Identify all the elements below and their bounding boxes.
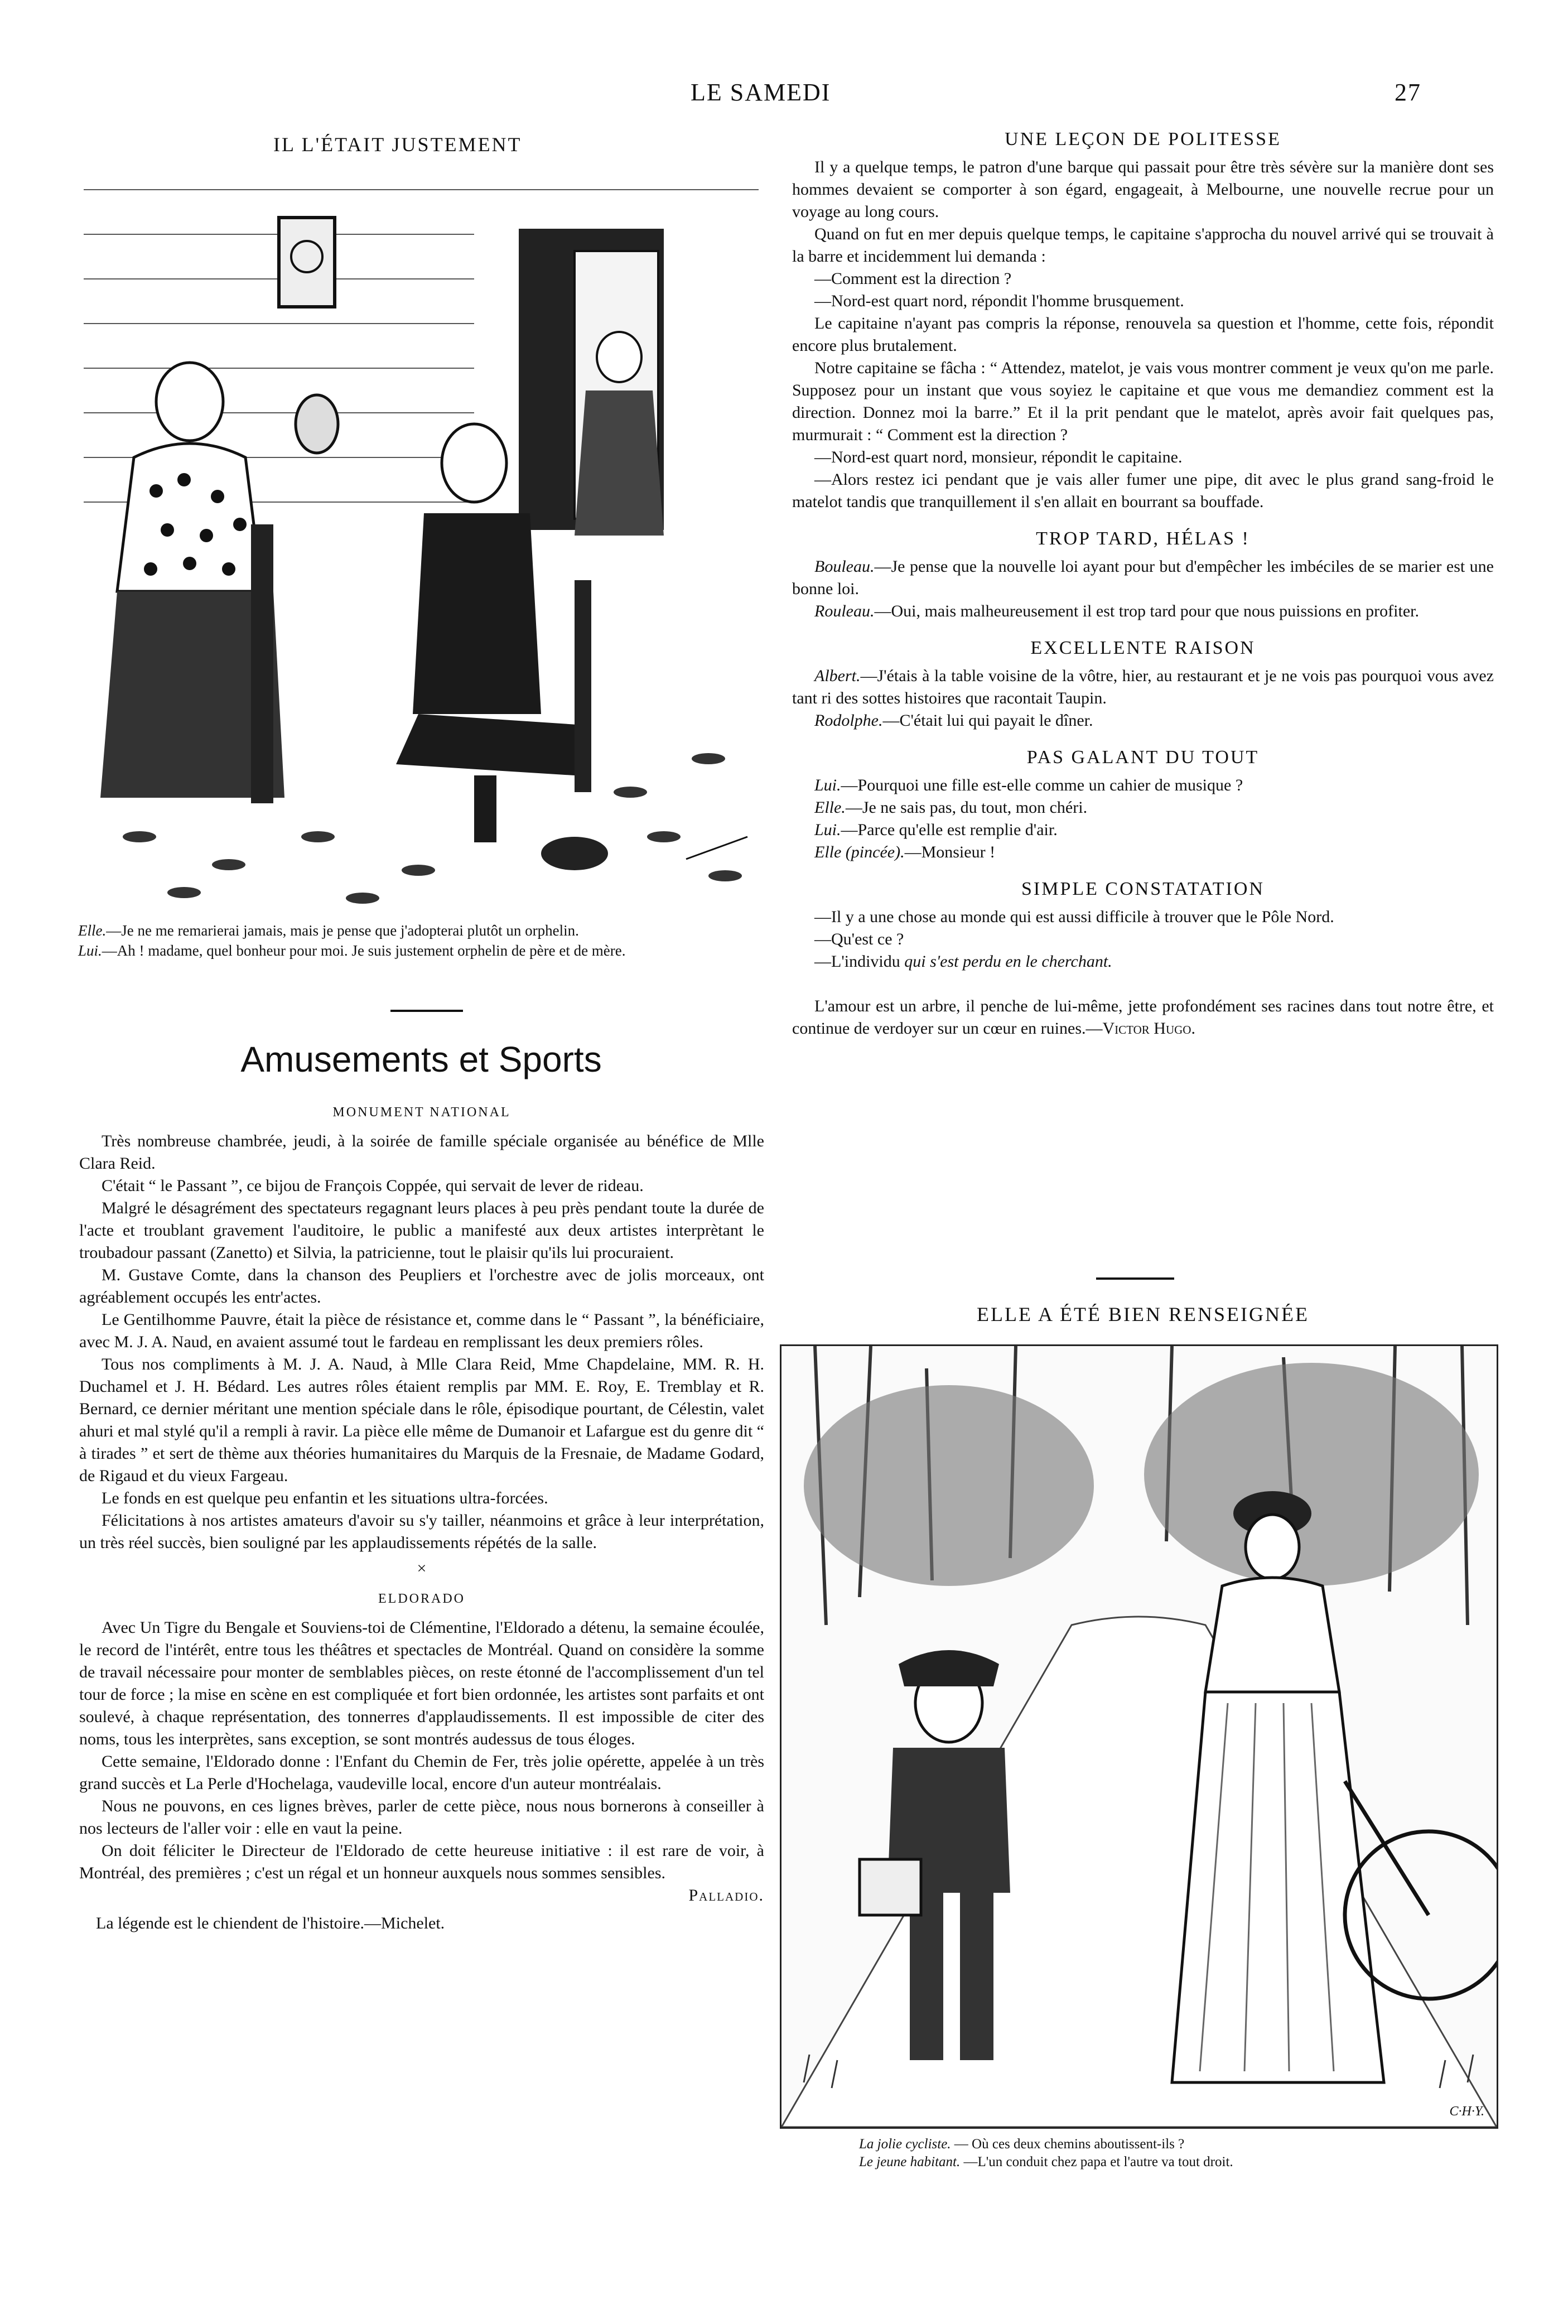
page-number: 27 — [1395, 79, 1421, 106]
dialogue-text: —Pourquoi une fille est-elle comme un cahier de musique ? — [841, 776, 1243, 794]
dialogue-text: —Monsieur ! — [904, 843, 996, 861]
caption-text-habitant: —L'un conduit chez papa et l'autre va tout droit. — [960, 2154, 1233, 2169]
illustration1-caption — [78, 920, 759, 961]
speaker: Rouleau. — [814, 602, 875, 620]
caption-speaker-elle: Elle. — [78, 922, 107, 939]
caption-speaker-cycliste: La jolie cycliste. — [859, 2137, 951, 2152]
dialogue-text: —Je pense que la nouvelle loi ayant pour but d'empêcher les imbéciles de se marier est une bonne loi. — [792, 557, 1494, 598]
heading-lecon-politesse: UNE LEÇON DE POLITESSE — [1005, 129, 1281, 150]
artist-signature: C·H·Y. — [1449, 2104, 1484, 2119]
speaker: Bouleau. — [814, 557, 875, 576]
speaker: Lui. — [814, 821, 841, 839]
paragraph: —Qu'est ce ? — [814, 930, 904, 948]
paragraph: Félicitations à nos artistes amateurs d'avoir su s'y tailler, néanmoins et grâce à leur interprétation, un très réel succès, bien souligné par les applaudissements répétés de la salle. — [79, 1511, 764, 1552]
paragraph: Très nombreuse chambrée, jeudi, à la soirée de famille spéciale organisée au bénéfice de Mlle Clara Reid. — [79, 1132, 764, 1173]
divider-rule-right — [1096, 1277, 1174, 1280]
divider-rule-left — [390, 1010, 463, 1012]
illustration2-title: ELLE A ÉTÉ BIEN RENSEIGNÉE — [977, 1303, 1309, 1325]
paragraph: On doit féliciter le Directeur de l'Eldorado de cette heureuse initiative : il est rare de voir, à Montréal, des premières ; c'est un régal et un honneur auxquels nous sommes sensibles. — [79, 1841, 764, 1882]
speaker: Rodolphe. — [814, 711, 883, 730]
paragraph: Cette semaine, l'Eldorado donne : l'Enfant du Chemin de Fer, très jolie opérette, appelée à un très grand succès et La Perle d'Hochelaga, vaudeville local, encore d'un auteur montréalais. — [79, 1752, 764, 1793]
cyclist-drawing — [781, 1346, 1497, 2127]
illustration-cyclist-scene — [780, 1344, 1498, 2129]
paragraph: Tous nos compliments à M. J. A. Naud, à Mlle Clara Reid, Mme Chapdelaine, MM. R. H. Duchamel et J. H. Bédard. Les autres rôles étaient remplis par MM. E. Roy, E. Tremblay et R. Bernard, ce dernier méritant une mention spéciale dans le rôle, épisodique pourtant, de Célestin, valet ahuri et mal stylé qu'il a rempli à ravir. La pièce elle même de Dumanoir et Lafargue est du genre dit “ à tirades ” et sert de thème aux théories humanitaires du Marquis de la Fresnaie, de Madame Godard, de Rigaud et du vieux Fargeau. — [79, 1355, 764, 1485]
speaker: Elle (pincée). — [814, 843, 905, 861]
dialogue-text: —J'étais à la table voisine de la vôtre, hier, au restaurant et je ne vois pas pourquoi vous avez tant ri des sottes histoires que racontait Taupin. — [792, 667, 1494, 707]
amusements-article — [79, 1093, 764, 1935]
amour-quote: L'amour est un arbre, il penche de lui-même, jette profondément ses racines dans tout notre être, et continue de verdoyer sur un cœur en ruines.— — [792, 997, 1494, 1038]
heading-trop-tard: TROP TARD, HÉLAS ! — [1036, 528, 1250, 549]
caption-text-cycliste: — Où ces deux chemins aboutissent-ils ? — [951, 2137, 1185, 2152]
heading-pas-galant: PAS GALANT DU TOUT — [1026, 747, 1260, 768]
speaker: Albert. — [814, 667, 861, 685]
amusements-title: Amusements et Sports — [240, 1039, 602, 1079]
amour-author: Victor Hugo. — [1102, 1019, 1195, 1038]
paragraph: Notre capitaine se fâcha : “ Attendez, matelot, je vais vous montrer comment je veux qu'on me parle. Supposez pour un instant que vous soyiez le capitaine et que vous me demandiez comment est la direction. Donnez moi la barre.” Et il la prit pendant que le matelot, après avoir fait quelques pas, murmurait : “ Comment est la direction ? — [792, 359, 1494, 444]
dialogue-text: —Je ne sais pas, du tout, mon chéri. — [845, 798, 1088, 817]
speaker: Elle. — [814, 798, 846, 817]
right-column-articles — [792, 128, 1494, 1040]
heading-excellente-raison: EXCELLENTE RAISON — [1030, 638, 1256, 658]
paragraph: Nous ne pouvons, en ces lignes brèves, parler de cette pièce, nous nous bornerons à conseiller à nos lecteurs de l'aller voir : elle en vaut la peine. — [79, 1797, 764, 1838]
paragraph: C'était “ le Passant ”, ce bijou de François Coppée, qui servait de lever de rideau. — [102, 1177, 644, 1195]
caption-text-lui: —Ah ! madame, quel bonheur pour moi. Je suis justement orphelin de père et de mère. — [102, 942, 626, 959]
dialogue-italic: qui s'est perdu en le cherchant. — [904, 952, 1112, 971]
dialogue-text: —Parce qu'elle est remplie d'air. — [841, 821, 1058, 839]
subheading-monument-national: MONUMENT NATIONAL — [332, 1105, 511, 1120]
parlor-drawing — [84, 167, 759, 909]
paragraph: —Il y a une chose au monde qui est aussi difficile à trouver que le Pôle Nord. — [814, 908, 1334, 926]
paragraph: Le fonds en est quelque peu enfantin et les situations ultra-forcées. — [102, 1489, 548, 1507]
dialogue-text: —L'individu — [814, 952, 905, 971]
paragraph: Malgré le désagrément des spectateurs regagnant leurs places à peu près pendant toute la durée de l'acte et troublant gravement l'auditoire, le public a manifesté aux deux artistes interprètant le troubadour passant (Zanetto) et Silvia, la patricienne, tout le plaisir qu'ils lui procuraient. — [79, 1199, 764, 1262]
caption-speaker-lui: Lui. — [78, 942, 102, 959]
paragraph: —Alors restez ici pendant que je vais aller fumer une pipe, dit avec le plus grand sang-froid le matelot tandis que tranquillement il s'en allait en bourrant sa bouffade. — [792, 470, 1494, 511]
dialogue-text: —C'était lui qui payait le dîner. — [882, 711, 1093, 730]
caption-text-elle: —Je ne me remarierai jamais, mais je pense que j'adopterai plutôt un orphelin. — [106, 922, 579, 939]
separator-mark: × — [417, 1559, 427, 1578]
paragraph: —Nord-est quart nord, monsieur, répondit le capitaine. — [814, 448, 1183, 466]
dialogue-text: —Oui, mais malheureusement il est trop tard pour que nous puissions en profiter. — [874, 602, 1419, 620]
running-header-title: LE SAMEDI — [691, 79, 831, 106]
illustration-parlor-scene — [84, 167, 759, 909]
paragraph: Il y a quelque temps, le patron d'une barque qui passait pour être très sévère sur la manière dont ses hommes devaient se comporter à son égard, engageait, à Melbourne, une nouvelle recrue pour un voyage au long cours. — [792, 158, 1494, 221]
signature: Palladio. — [688, 1886, 764, 1904]
paragraph: Le capitaine n'ayant pas compris la réponse, renouvela sa question et l'homme, cette fois, répondit encore plus brutalement. — [792, 314, 1494, 355]
paragraph: —Comment est la direction ? — [814, 269, 1012, 288]
heading-simple-constatation: SIMPLE CONSTATATION — [1021, 879, 1265, 899]
subheading-eldorado: ELDORADO — [378, 1592, 465, 1606]
paragraph: Quand on fut en mer depuis quelque temps, le capitaine s'approcha du nouvel arrivé qui se trouvait à la barre et incidemment lui demanda : — [792, 225, 1494, 266]
paragraph: M. Gustave Comte, dans la chanson des Peupliers et l'orchestre avec de jolis morceaux, ont agréablement occupés les entr'actes. — [79, 1266, 764, 1306]
paragraph: Le Gentilhomme Pauvre, était la pièce de résistance et, comme dans le “ Passant ”, la bénéficiaire, avec M. J. A. Naud, en avaient assumé tout le fardeau en remplissant les deux premiers rôles. — [79, 1310, 764, 1351]
caption-speaker-habitant: Le jeune habitant. — [859, 2154, 961, 2169]
paragraph: Avec Un Tigre du Bengale et Souviens-toi de Clémentine, l'Eldorado a détenu, la semaine écoulée, le record de l'intérêt, entre tous les théâtres et spectacles de Montréal. Quand on considère la somme de travail nécessaire pour monter de semblables pièces, on reste étonné de l'accomplissement d'un tel tour de force ; la mise en scène en est compliquée et fort bien ordonnée, les artistes sont parfaits et ont soulevé, à chaque représentation, des tonnerres d'applaudissements. Il est impossible de citer des noms, tous les interprètes, sans exception, se sont montrés audessus de tous éloges. — [79, 1618, 764, 1748]
illustration1-title: IL L'ÉTAIT JUSTEMENT — [273, 133, 522, 156]
paragraph: —Nord-est quart nord, répondit l'homme brusquement. — [814, 292, 1184, 310]
illustration2-caption — [859, 2135, 1495, 2171]
quote-michelet: La légende est le chiendent de l'histoire.—Michelet. — [96, 1914, 445, 1932]
speaker: Lui. — [814, 776, 841, 794]
